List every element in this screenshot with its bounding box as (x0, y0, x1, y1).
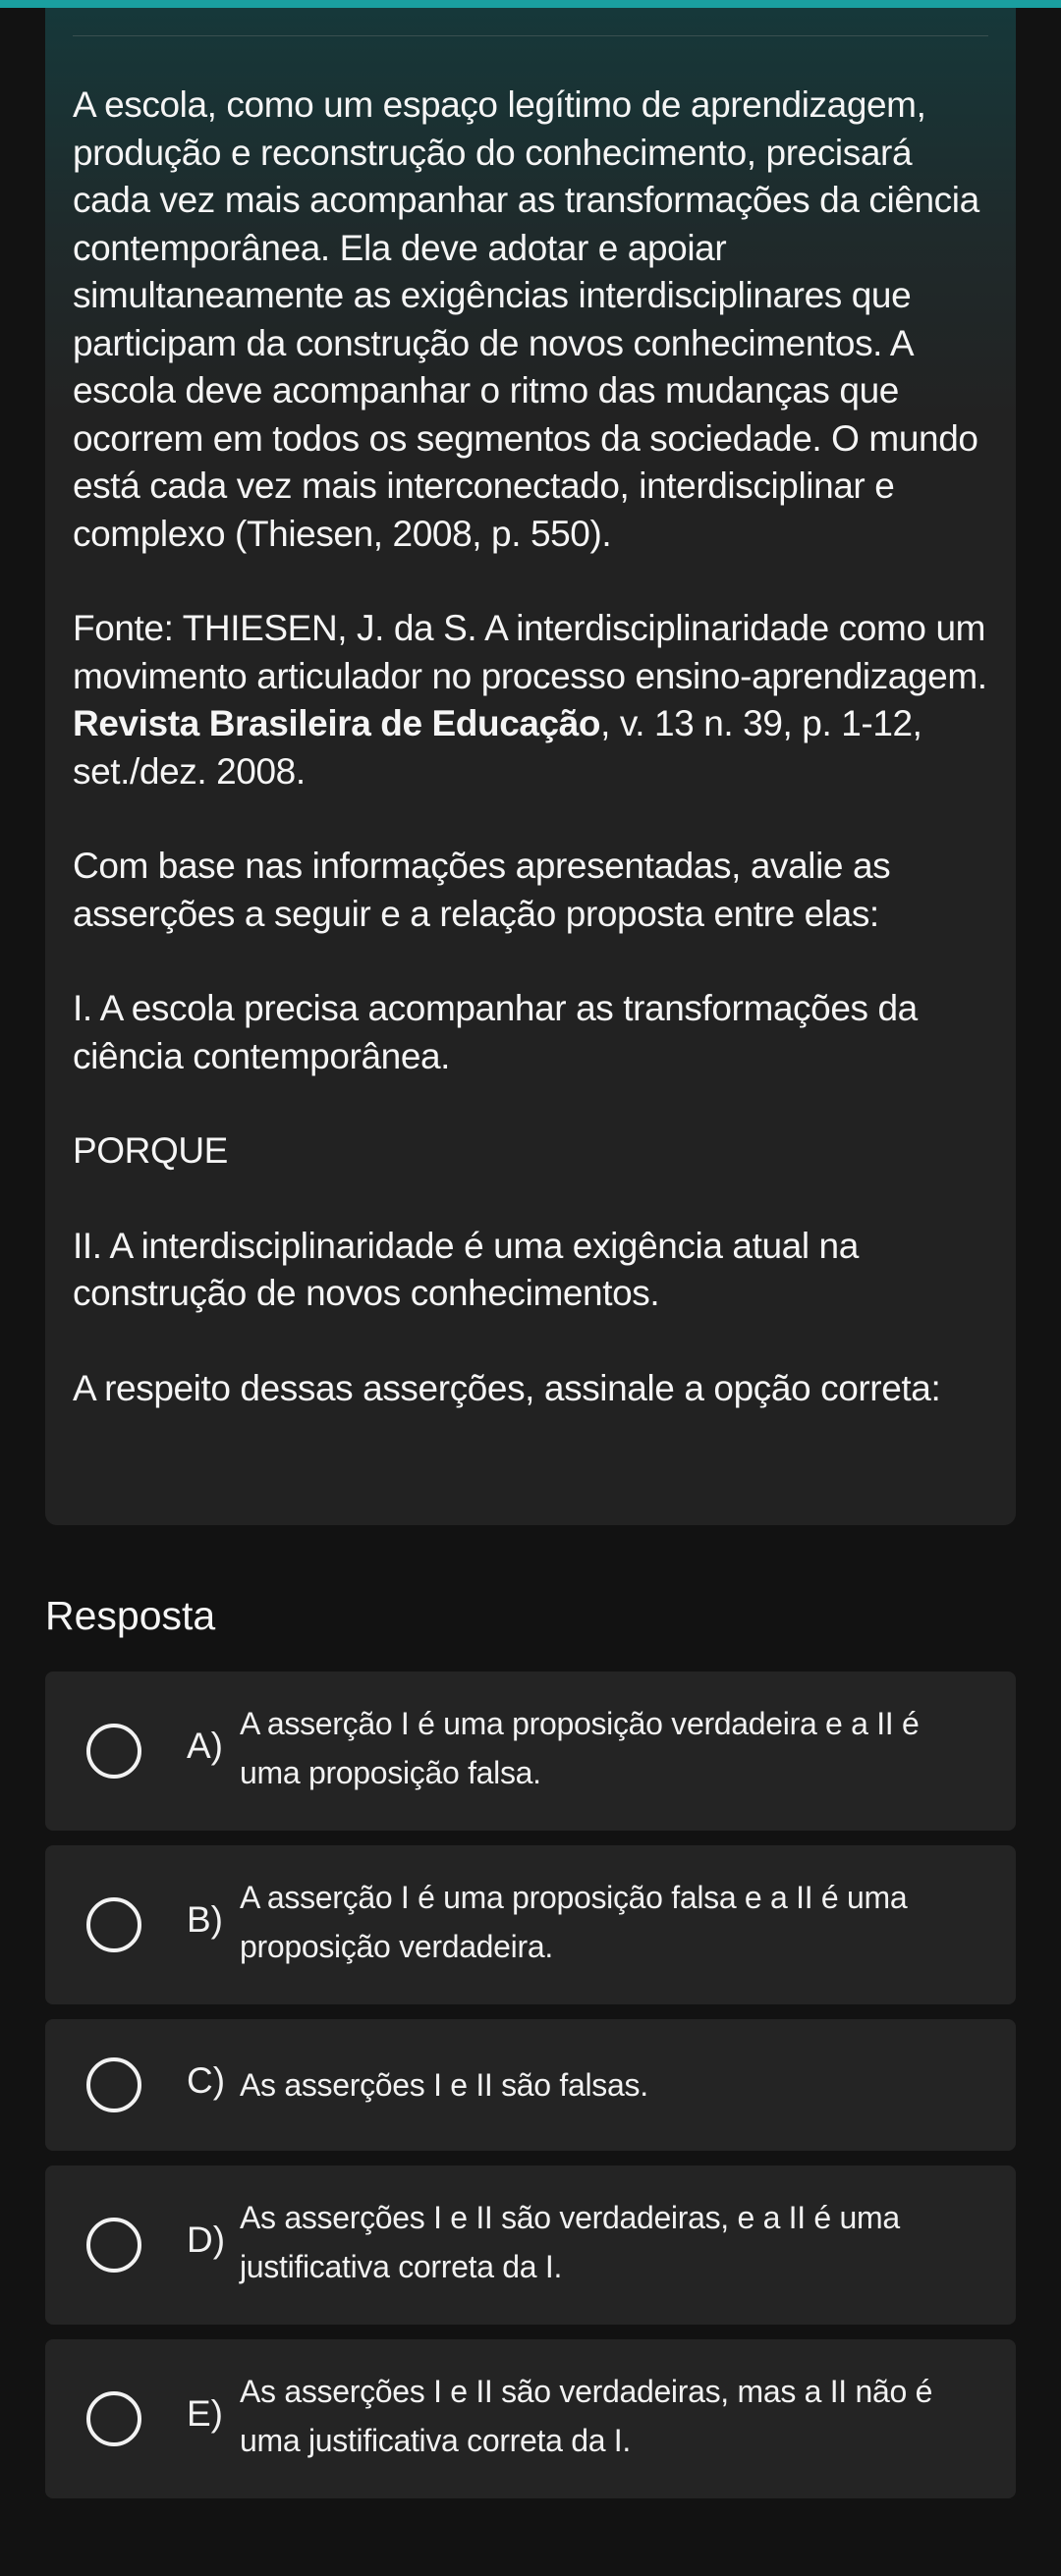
answer-option-e[interactable] (45, 2339, 1016, 2498)
assertion-connector: PORQUE (73, 1130, 228, 1171)
option-letter: E) (187, 2393, 223, 2434)
radio-button-icon[interactable] (86, 2057, 141, 2112)
answer-heading: Resposta (45, 1593, 216, 1638)
option-letter: D) (187, 2220, 226, 2260)
option-letter: B) (187, 1899, 223, 1940)
question-prompt: Com base nas informações apresentadas, avalie as asserções a seguir e a relação proposta entre elas: (73, 846, 891, 934)
option-text: As asserções I e II são falsas. (240, 2067, 648, 2103)
question-context-paragraph: A escola, como um espaço legítimo de aprendizagem, produção e reconstrução do conhecimento, precisará cada vez mais acompanhar as transformações da ciência contemporânea. Ela deve adotar e apoiar simultaneamente as exigências interdisciplinares que participam da construção de novos conhecimentos. A escola deve acompanhar o ritmo das mudanças que ocorrem em todos os segmentos da sociedade. O mundo está cada vez mais interconectado, interdisciplinar e complexo (Thiesen, 2008, p. 550). (73, 84, 979, 554)
answer-option-b[interactable] (45, 1845, 1016, 2004)
source-journal-title: Revista Brasileira de Educação (73, 703, 601, 743)
answer-option-c[interactable] (45, 2019, 1016, 2151)
top-accent-bar (0, 0, 1061, 8)
question-source-citation (73, 605, 996, 795)
question-instruction: A respeito dessas asserções, assinale a opção correta: (73, 1367, 941, 1408)
source-citation-text: Fonte: THIESEN, J. da S. A interdisciplinaridade como um movimento articulador no processo ensino-aprendizagem. (73, 608, 987, 696)
card-divider (73, 35, 988, 36)
assertion-two: II. A interdisciplinaridade é uma exigência atual na construção de novos conhecimentos. (73, 1225, 859, 1313)
option-letter: C) (187, 2060, 226, 2101)
radio-button-icon[interactable] (86, 2391, 141, 2446)
question-card (45, 8, 1016, 1525)
question-body (73, 82, 996, 1459)
source-citation-details: , v. 13 n. 39, p. 1-12, set./dez. 2008. (73, 703, 922, 792)
radio-button-icon[interactable] (86, 1724, 141, 1779)
option-text: As asserções I e II são verdadeiras, mas a II não é uma justificativa correta da I. (240, 2374, 933, 2458)
option-text: A asserção I é uma proposição verdadeira e a II é uma proposição falsa. (240, 1706, 920, 1790)
radio-button-icon[interactable] (86, 1897, 141, 1952)
option-letter: A) (187, 1726, 223, 1766)
assertion-one: I. A escola precisa acompanhar as transformações da ciência contemporânea. (73, 988, 918, 1076)
option-text: As asserções I e II são verdadeiras, e a II é uma justificativa correta da I. (240, 2200, 900, 2284)
answer-option-a[interactable] (45, 1672, 1016, 1831)
answer-option-d[interactable] (45, 2165, 1016, 2325)
radio-button-icon[interactable] (86, 2218, 141, 2273)
option-text: A asserção I é uma proposição falsa e a II é uma proposição verdadeira. (240, 1880, 908, 1964)
